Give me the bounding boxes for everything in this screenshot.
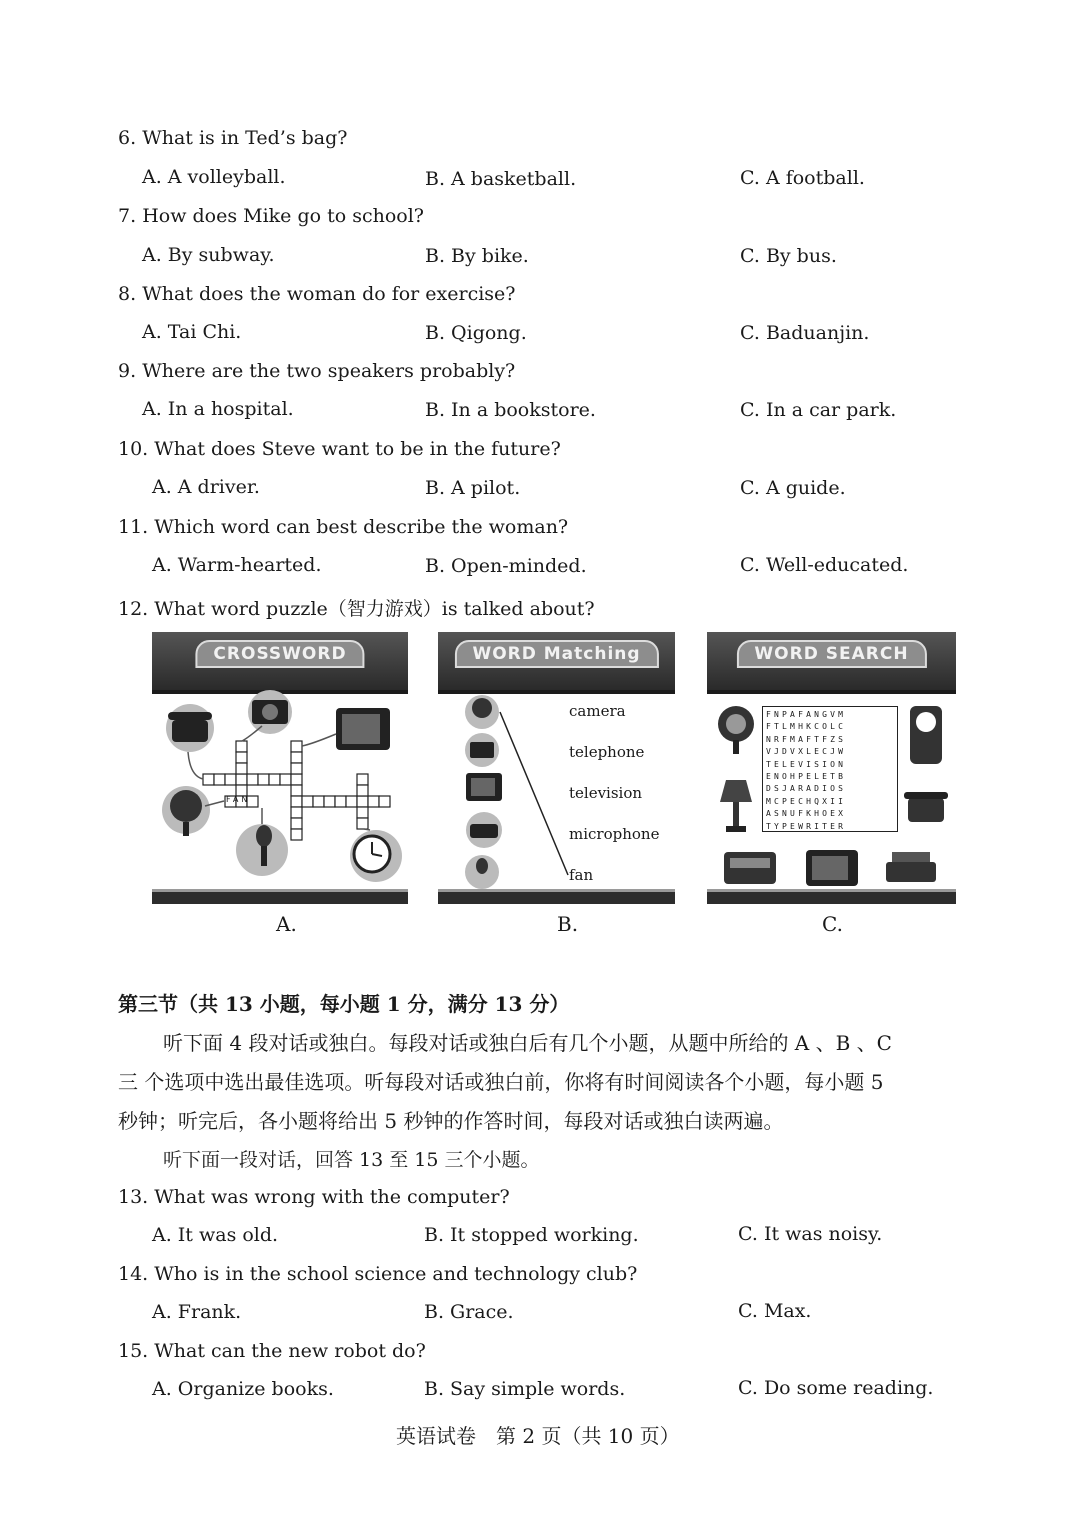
option-12b[interactable]: B.	[557, 912, 579, 936]
microphone-icon	[236, 824, 288, 876]
question-12: 12. What word puzzle（智力游戏）is talked about?	[118, 598, 595, 620]
television-icon	[466, 773, 502, 801]
television-icon	[336, 708, 390, 750]
television-icon	[806, 850, 858, 886]
grid-row: DSJARADIOS	[766, 784, 847, 794]
option-13b[interactable]: B. It stopped working.	[424, 1224, 639, 1246]
option-10a[interactable]: A. A driver.	[152, 476, 260, 498]
option-9b[interactable]: B. In a bookstore.	[425, 399, 596, 421]
crossword-answer: FAN	[226, 795, 251, 804]
option-15b[interactable]: B. Say simple words.	[424, 1378, 626, 1400]
grid-row: FNPAFANGVM	[766, 710, 847, 719]
option-11c[interactable]: C. Well-educated.	[740, 554, 909, 576]
question-14: 14. Who is in the school science and technology club?	[118, 1263, 638, 1285]
grid-row: TELEVISION	[766, 759, 847, 769]
matching-line	[500, 712, 568, 875]
matching-word: fan	[569, 866, 594, 884]
grid-row: VJDVXLECJW	[766, 747, 847, 757]
crossword-title: CROSSWORD	[195, 640, 364, 668]
grid-row: ENOHPELETB	[766, 772, 847, 782]
question-9: 9. Where are the two speakers probably?	[118, 360, 516, 382]
matching-title: WORD Matching	[454, 640, 658, 668]
option-14c[interactable]: C. Max.	[738, 1300, 812, 1322]
radio-icon	[724, 852, 776, 884]
telephone-icon	[166, 704, 214, 752]
matching-word: television	[569, 784, 643, 802]
clock-icon	[350, 830, 402, 882]
page-footer: 英语试卷 第 2 页（共 10 页）	[396, 1424, 680, 1448]
telephone-icon	[466, 812, 502, 848]
option-8a[interactable]: A. Tai Chi.	[142, 321, 242, 343]
grid-row: MCPECHQXII	[766, 796, 847, 806]
question-11: 11. Which word can best describe the woman?	[118, 516, 569, 538]
option-7c[interactable]: C. By bus.	[740, 245, 837, 267]
camera-icon	[248, 690, 292, 734]
option-12c[interactable]: C.	[822, 912, 843, 936]
typewriter-icon	[886, 852, 936, 882]
word-search-grid	[762, 706, 898, 832]
matching-word: microphone	[569, 825, 660, 843]
option-7a[interactable]: A. By subway.	[142, 244, 275, 266]
grid-row: ASNUFKHOEX	[766, 809, 847, 819]
crossword-grid	[203, 741, 390, 840]
option-7b[interactable]: B. By bike.	[425, 245, 529, 267]
grid-row: FTLMHKCOLC	[766, 722, 847, 732]
option-10b[interactable]: B. A pilot.	[425, 477, 521, 499]
sub-instruction: 听下面一段对话，回答 13 至 15 三个小题。	[163, 1149, 540, 1171]
camera-icon	[465, 733, 499, 767]
question-15: 15. What can the new robot do?	[118, 1340, 426, 1362]
option-6a[interactable]: A. A volleyball.	[142, 166, 286, 188]
fan-icon	[162, 786, 210, 836]
fan-icon	[718, 706, 754, 754]
option-13c[interactable]: C. It was noisy.	[738, 1223, 883, 1245]
lamp-icon	[720, 780, 752, 832]
question-8: 8. What does the woman do for exercise?	[118, 283, 516, 305]
matching-word: camera	[569, 702, 626, 720]
option-9a[interactable]: A. In a hospital.	[142, 398, 294, 420]
option-9c[interactable]: C. In a car park.	[740, 399, 897, 421]
question-6: 6. What is in Ted’s bag?	[118, 127, 348, 149]
option-15c[interactable]: C. Do some reading.	[738, 1377, 934, 1399]
option-12a[interactable]: A.	[276, 912, 297, 936]
option-14a[interactable]: A. Frank.	[152, 1301, 242, 1323]
option-11a[interactable]: A. Warm-hearted.	[152, 554, 322, 576]
option-14b[interactable]: B. Grace.	[424, 1301, 514, 1323]
fan-icon	[465, 695, 499, 729]
option-13a[interactable]: A. It was old.	[152, 1224, 279, 1246]
question-7: 7. How does Mike go to school?	[118, 205, 424, 227]
section3-title: 第三节（共 13 小题，每小题 1 分，满分 13 分）	[118, 992, 570, 1016]
option-8b[interactable]: B. Qigong.	[425, 322, 527, 344]
question-10: 10. What does Steve want to be in the future?	[118, 438, 561, 460]
wordsearch-title: WORD SEARCH	[736, 640, 926, 668]
option-6b[interactable]: B. A basketball.	[425, 168, 577, 190]
option-8c[interactable]: C. Baduanjin.	[740, 322, 870, 344]
grid-row: NRFMAFTFZS	[766, 734, 847, 744]
option-11b[interactable]: B. Open-minded.	[425, 555, 587, 577]
option-10c[interactable]: C. A guide.	[740, 477, 846, 499]
question-13: 13. What was wrong with the computer?	[118, 1186, 510, 1208]
clock-icon	[910, 706, 942, 764]
instruction-line: 三 个选项中选出最佳选项。听每段对话或独白前，你将有时间阅读各个小题，每小题 5	[118, 1070, 884, 1094]
instruction-line: 秒钟；听完后，各小题将给出 5 秒钟的作答时间，每段对话或独白读两遍。	[118, 1109, 784, 1133]
grid-row: TYPEWRITER	[766, 821, 847, 831]
option-15a[interactable]: A. Organize books.	[152, 1378, 334, 1400]
microphone-icon	[465, 855, 499, 889]
instruction-line: 听下面 4 段对话或独白。每段对话或独白后有几个小题，从题中所给的 A 、B 、C	[163, 1031, 892, 1055]
option-6c[interactable]: C. A football.	[740, 167, 865, 189]
telephone-icon	[904, 792, 948, 822]
matching-word: telephone	[569, 743, 645, 761]
